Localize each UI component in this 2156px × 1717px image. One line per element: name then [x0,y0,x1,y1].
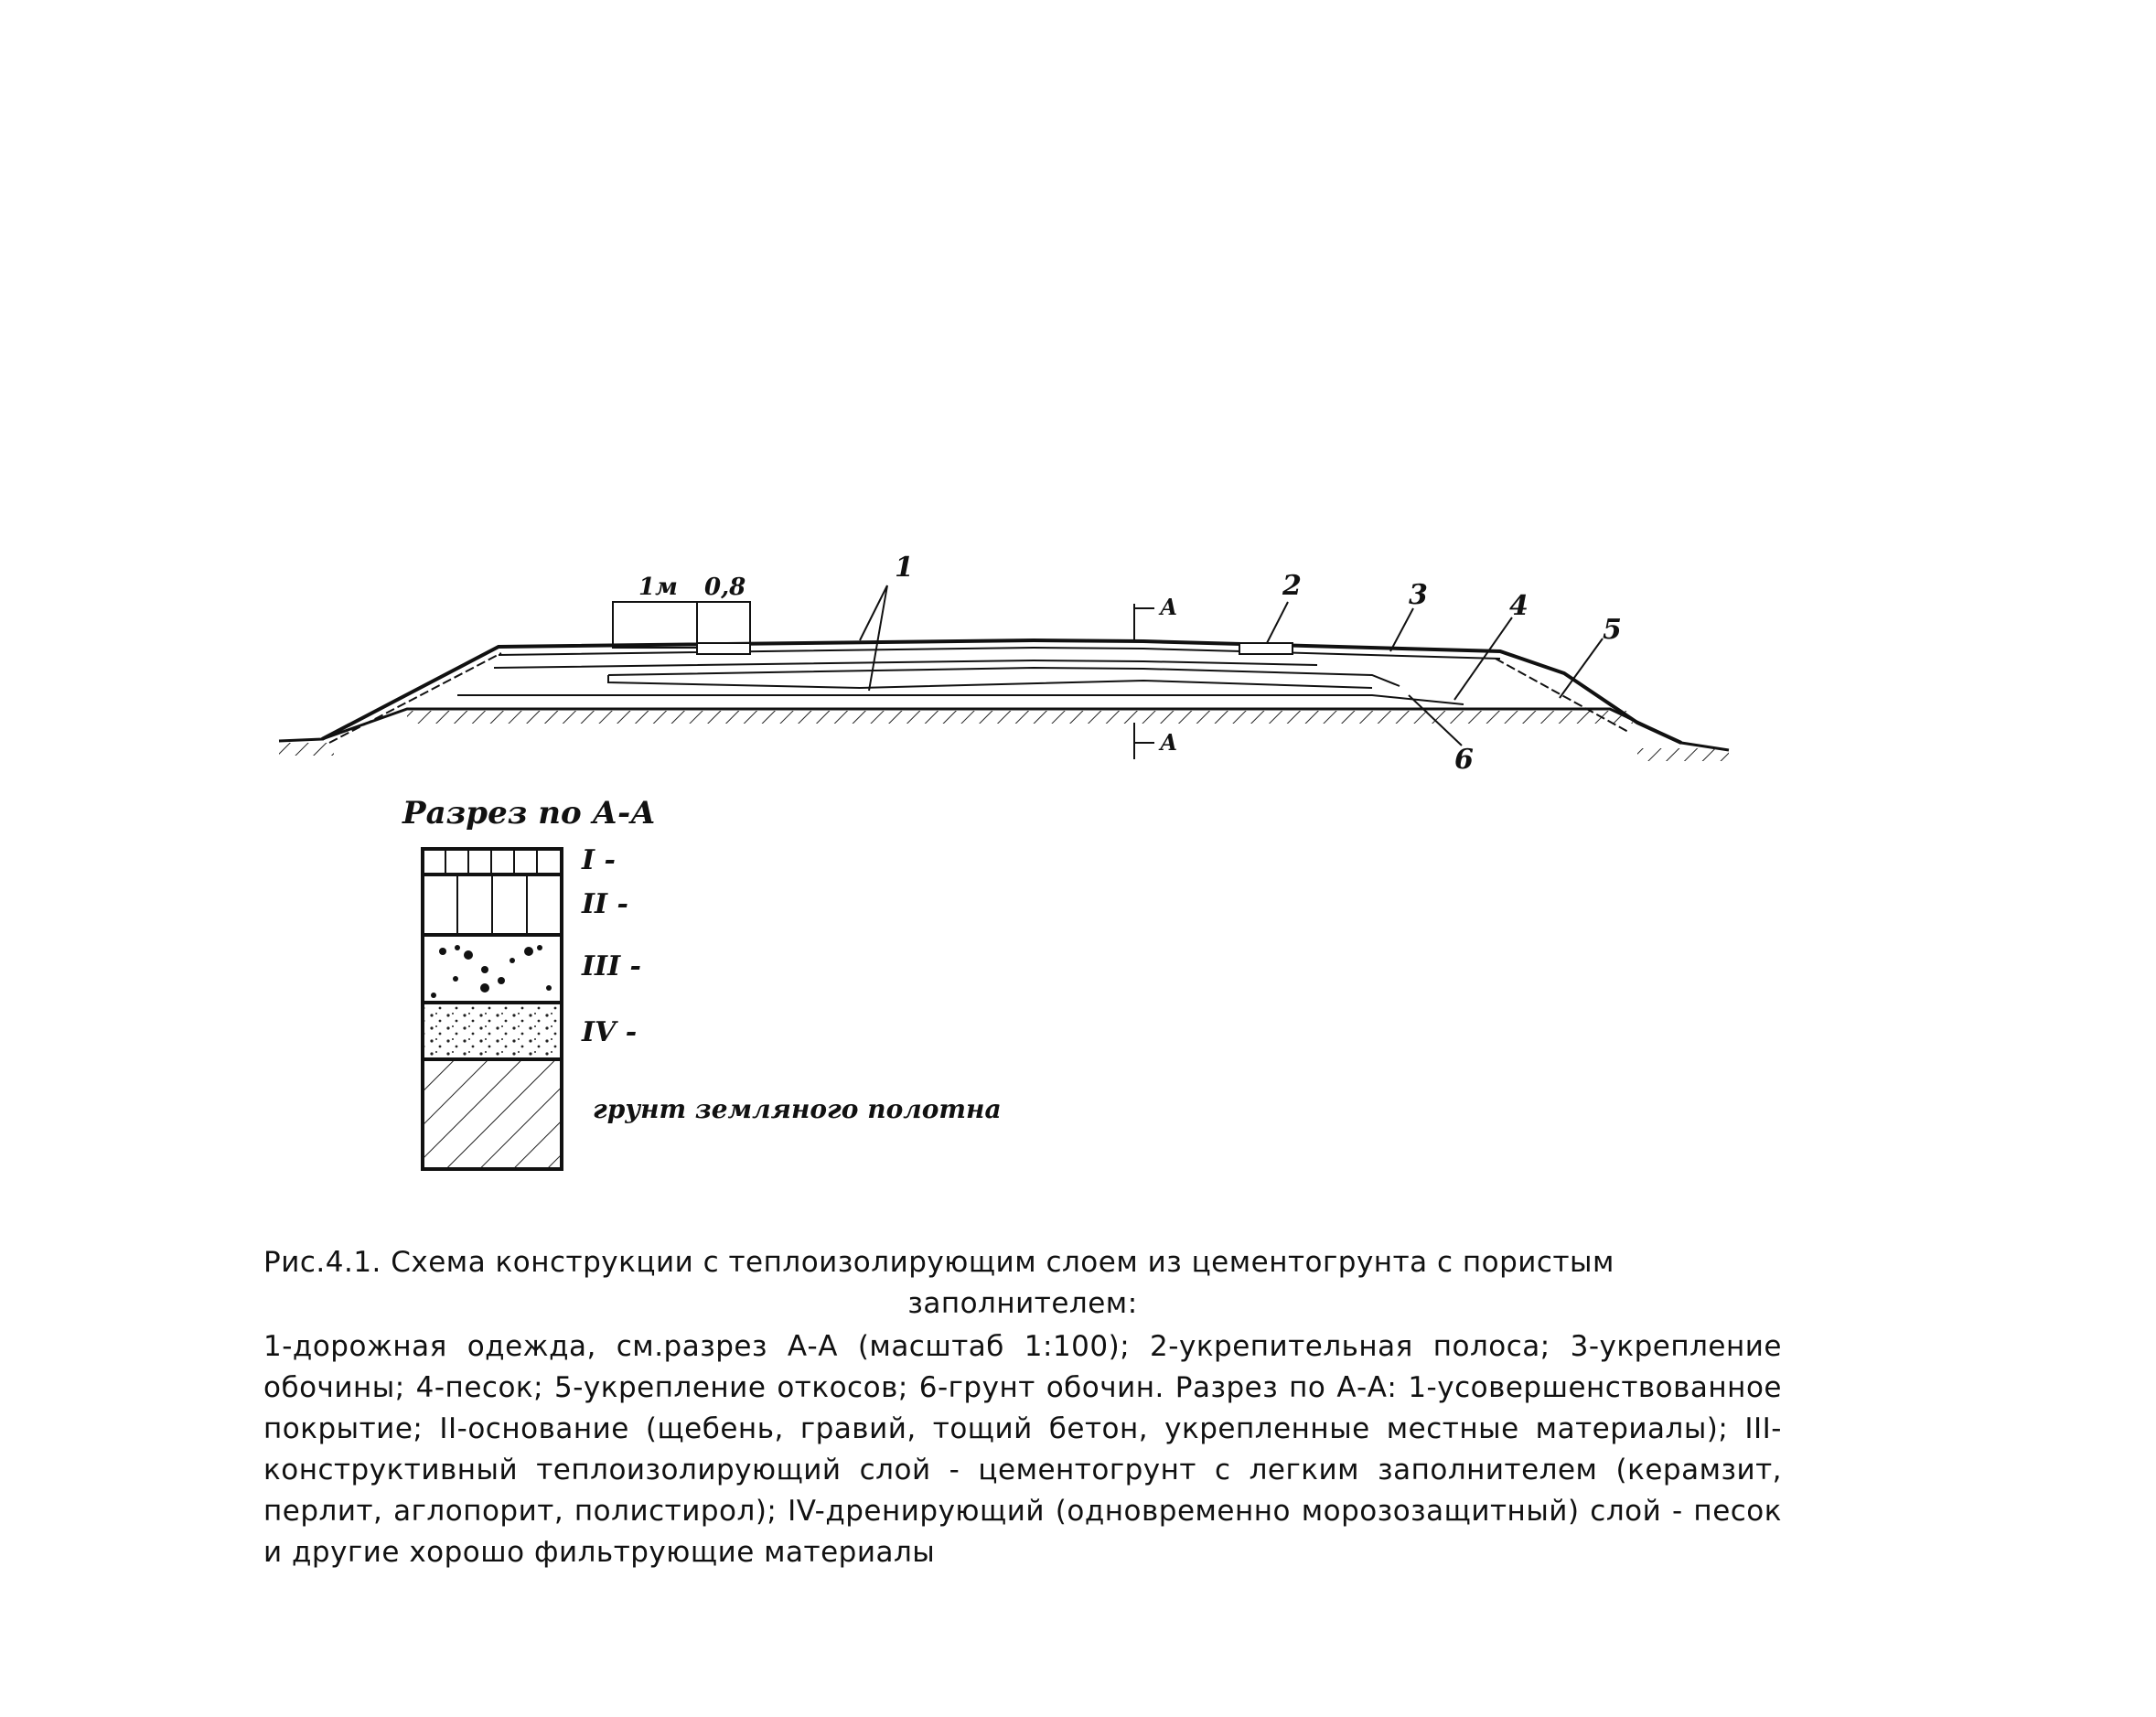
shoulder-strip [697,643,750,654]
layer-subgrade [423,1059,562,1169]
ground-hatching [407,711,1633,724]
leader-1 [860,585,887,691]
label-section-bottom: А [1160,729,1178,756]
section-aa [402,795,1002,1169]
sand-layer [457,695,1464,704]
leader-2 [1267,602,1288,643]
embankment-cross-section [279,552,1729,776]
ground-hatching-right [1637,748,1729,761]
leader-4 [1454,617,1512,700]
label-3: 3 [1409,579,1428,611]
figure-caption [263,1242,1782,1573]
strengthening-strip [1239,643,1293,654]
slope-reinforcement-left [329,653,501,743]
ground-hatching-left [279,743,334,756]
layer-3-insulating [423,935,562,1003]
caption-title-line1: Рис.4.1. Схема конструкции с теплоизолирующим слоем из цементогрунта с пористым [263,1246,1614,1279]
label-width-1m: 1м [638,574,678,601]
label-5: 5 [1603,614,1622,646]
label-6: 6 [1454,744,1474,776]
section-title: Разрез по А-А [402,795,656,832]
layer-label-2: II - [582,888,628,920]
layer-label-1: I - [582,844,616,876]
label-1: 1 [895,552,914,584]
label-2: 2 [1282,570,1302,602]
caption-title-line2: заполнителем: [907,1287,1138,1320]
shoulder-dim-box-08 [697,602,750,648]
layer-label-3: III - [582,950,641,982]
pavement-top [499,648,1500,659]
pavement-layer [494,660,1317,668]
leader-3 [1390,608,1413,651]
leader-5 [1560,639,1603,698]
layer-label-4: IV - [582,1016,638,1048]
label-4: 4 [1509,590,1529,622]
layer-4-sand [423,1003,562,1059]
ground-label: грунт земляного полотна [593,1094,1002,1124]
shoulder-dim-box-1m [613,602,697,648]
label-section-top: А [1160,594,1178,620]
label-width-08: 0,8 [704,574,746,601]
caption-body: 1-дорожная одежда, см.разрез А-А (масштаб 1:100); 2-укрепительная полоса; 3-укрепление обочины; 4-песок; 5-укрепление откосов; 6-грунт обочин. Разрез по А-А: 1-усовершенствованное покрытие; II-основание (щебень, гравий, тощий бетон, укрепленные местные материалы); III-конструктивный теплоизолирующий слой - цементогрунт с легким заполнителем (керамзит, перлит, аглопорит, полистирол); IV-дренирующий (одновременно морозозащитный) слой - песок и другие хорошо фильтрующие материалы [263,1330,1782,1569]
insulating-layer [608,675,1372,688]
embankment-surface [322,640,1681,743]
